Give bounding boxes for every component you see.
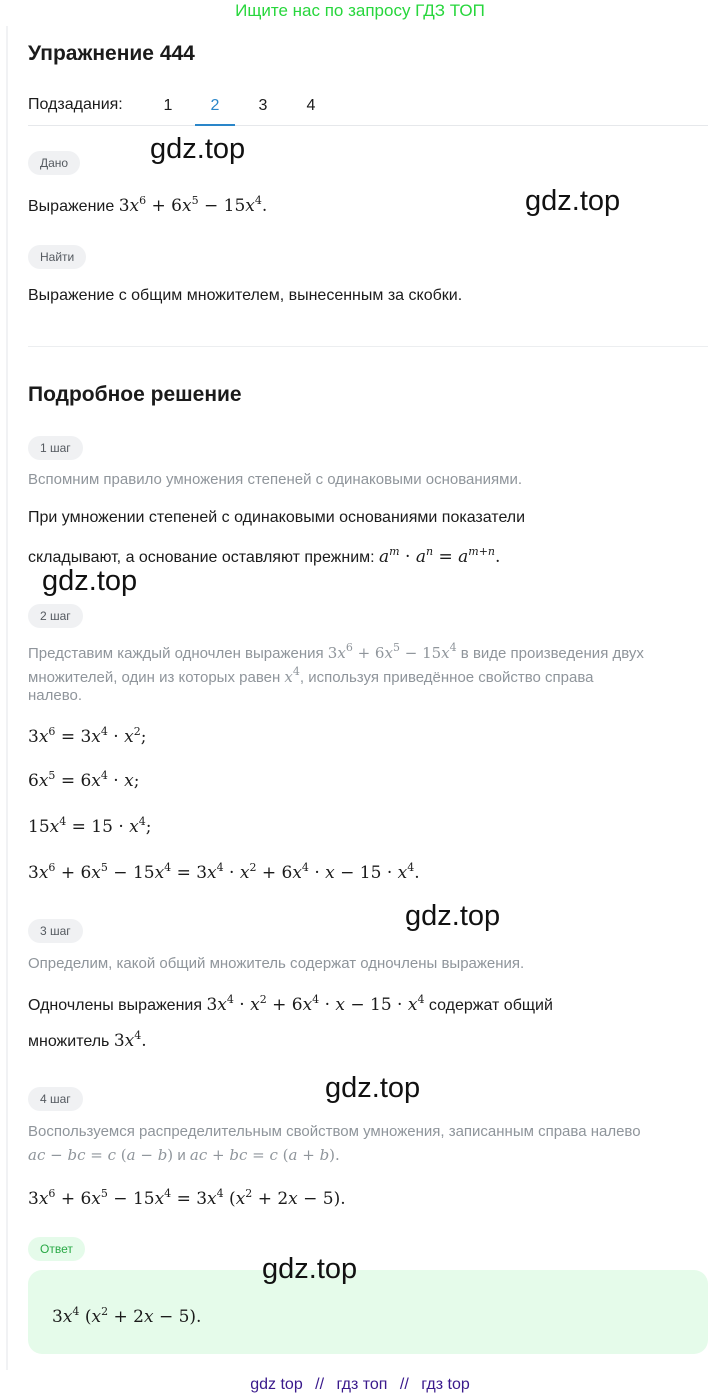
step2-eq1: $3x^6 = 3x^4 \cdot x^2$; bbox=[28, 725, 147, 747]
step4-pill: 4 шаг bbox=[28, 1087, 83, 1111]
step3-line2 bbox=[28, 1024, 147, 1054]
step1-line1: При умножении степеней с одинаковыми основаниями показатели bbox=[28, 509, 526, 526]
step2-hint-line3: налево. bbox=[28, 687, 83, 704]
find-text: Выражение с общим множителем, вынесенным за скобки. bbox=[28, 287, 463, 304]
subtask-tab-4[interactable]: 4 bbox=[306, 97, 316, 114]
given-text bbox=[28, 189, 267, 219]
step3-line1 bbox=[28, 988, 553, 1018]
footer-link-gdz-top-mixed[interactable]: гдз top bbox=[421, 1376, 470, 1393]
step2-hint-factor: $x^4$ bbox=[284, 665, 300, 686]
power-rule-formula: $a^m \cdot a^n = a^{m+n}$. bbox=[379, 545, 501, 567]
distributive-formula-2: ac + bc = c (a + b). bbox=[189, 1146, 340, 1164]
step2-hint-a: Представим каждый одночлен выражения bbox=[28, 645, 328, 662]
footer-separator: // bbox=[315, 1376, 325, 1393]
step4-result: $3x^6 + 6x^5 - 15x^4 = 3x^4$ $(x^2 + 2x - 5)$. bbox=[28, 1187, 346, 1209]
step2-eq4: $3x^6 + 6x^5 - 15x^4 = 3x^4 \cdot x^2 + 6x^4 \cdot x - 15 \cdot x^4$. bbox=[28, 861, 420, 883]
step3-line1b: содержат общий bbox=[424, 997, 553, 1014]
step4-hint: Воспользуемся распределительным свойством умножения, записанным справа налево bbox=[28, 1123, 641, 1140]
step3-line1a: Одночлены выражения bbox=[28, 997, 207, 1014]
step3-expression: $3x^4 \cdot x^2 + 6x^4 \cdot x - 15 \cdot x^4$ bbox=[206, 993, 425, 1015]
watermark: gdz.top bbox=[405, 900, 501, 932]
step3-hint: Определим, какой общий множитель содержат одночлены выражения. bbox=[28, 955, 525, 972]
subtasks-bar bbox=[28, 94, 708, 126]
top-banner: Ищите нас по запросу ГДЗ ТОП bbox=[235, 1, 485, 20]
given-pill: Дано bbox=[28, 151, 80, 175]
subtask-tab-1[interactable]: 1 bbox=[163, 97, 173, 114]
watermark: gdz.top bbox=[262, 1253, 358, 1285]
solution-title: Подробное решение bbox=[28, 383, 242, 406]
step4-hint-formulas bbox=[28, 1143, 340, 1168]
step2-eq2: $6x^5 = 6x^4 \cdot x$; bbox=[28, 769, 140, 791]
step2-hint-c: множителей, один из которых равен bbox=[28, 669, 285, 686]
answer-pill: Ответ bbox=[28, 1237, 85, 1261]
exercise-card bbox=[6, 26, 720, 1370]
step3-line2-text: множитель bbox=[28, 1033, 114, 1050]
section-divider bbox=[28, 346, 708, 347]
step4-and: и bbox=[173, 1147, 190, 1164]
answer-box bbox=[28, 1270, 708, 1354]
given-expression: $3x^6 + 6x^5 - 15x^4$. bbox=[118, 194, 268, 216]
watermark: gdz.top bbox=[525, 185, 621, 217]
watermark: gdz.top bbox=[150, 133, 246, 165]
step2-hint-d: , используя приведённое свойство справа bbox=[299, 669, 594, 686]
answer-expression: $3x^4$ $(x^2 + 2x - 5)$. bbox=[52, 1305, 202, 1327]
common-factor: $3x^4$. bbox=[113, 1029, 147, 1051]
step2-hint-b: в виде произведения двух bbox=[456, 645, 644, 662]
step1-hint: Вспомним правило умножения степеней с одинаковыми основаниями. bbox=[28, 471, 522, 488]
exercise-title: Упражнение 444 bbox=[28, 42, 195, 65]
step3-pill: 3 шаг bbox=[28, 919, 83, 943]
subtask-tab-3[interactable]: 3 bbox=[258, 97, 268, 114]
footer-link-gdz-top-ru[interactable]: гдз топ bbox=[336, 1376, 388, 1393]
given-prefix: Выражение bbox=[28, 198, 119, 215]
distributive-formula-1: ac − bc = c (a − b) bbox=[28, 1146, 174, 1164]
step2-pill: 2 шаг bbox=[28, 604, 83, 628]
step2-hint-expression: $3x^6 + 6x^5 - 15x^4$ bbox=[327, 641, 457, 662]
step2-eq3: $15x^4 = 15 \cdot x^4$; bbox=[28, 815, 152, 837]
footer-links bbox=[0, 1374, 720, 1396]
footer-link-gdz-top[interactable]: gdz top bbox=[250, 1376, 303, 1393]
step2-hint-line2 bbox=[28, 660, 593, 690]
step1-line2-text: складывают, а основание оставляют прежним: bbox=[28, 549, 380, 566]
find-pill: Найти bbox=[28, 245, 86, 269]
subtasks-label: Подзадания: bbox=[28, 96, 123, 113]
watermark: gdz.top bbox=[325, 1072, 421, 1104]
watermark: gdz.top bbox=[42, 565, 138, 597]
subtask-tab-2[interactable]: 2 bbox=[195, 94, 235, 126]
step1-pill: 1 шаг bbox=[28, 436, 83, 460]
footer-separator: // bbox=[399, 1376, 409, 1393]
